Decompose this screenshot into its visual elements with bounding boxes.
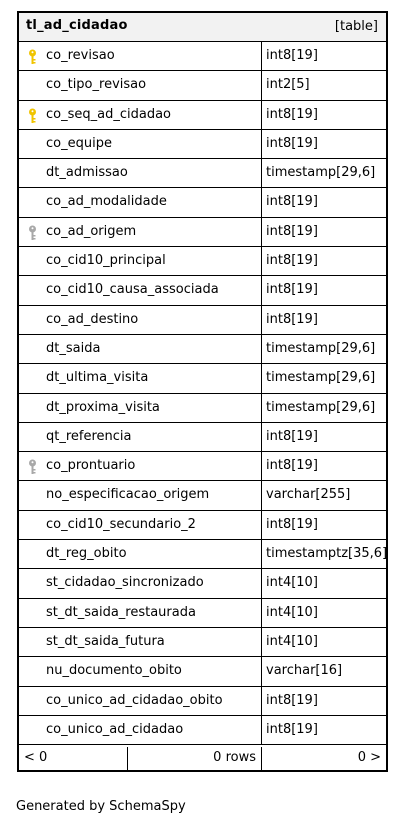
- column-name: no_especificacao_origem: [46, 487, 210, 503]
- column-type: timestamp[29,6]: [266, 370, 376, 386]
- column-type-cell: [262, 481, 386, 509]
- column-type: int8[19]: [266, 282, 318, 298]
- index-key-icon: [28, 459, 38, 475]
- row-count: 0 rows: [213, 750, 256, 765]
- column-type-cell: [262, 188, 386, 216]
- column-type-cell: [262, 306, 386, 334]
- column-name: co_revisao: [46, 48, 115, 63]
- column-type: varchar[255]: [266, 487, 351, 503]
- column-name-cell: [19, 452, 262, 480]
- column-type-cell: [262, 423, 386, 451]
- parents-cell: [19, 747, 128, 770]
- column-type: int8[19]: [266, 223, 318, 239]
- column-name-cell: [19, 569, 262, 597]
- children-cell: [262, 747, 386, 770]
- column-row[interactable]: [19, 159, 386, 188]
- column-row[interactable]: [19, 335, 386, 364]
- column-type: timestamp[29,6]: [266, 399, 376, 415]
- column-name-cell: [19, 335, 262, 363]
- column-name: co_tipo_revisao: [46, 77, 147, 93]
- index-key-icon: [28, 225, 38, 241]
- column-name: co_cid10_secundario_2: [46, 516, 196, 532]
- column-type-cell: [262, 71, 386, 99]
- column-type: int8[19]: [266, 692, 318, 708]
- column-row[interactable]: [19, 423, 386, 452]
- column-type-cell: [262, 452, 386, 480]
- column-type-cell: [262, 364, 386, 392]
- column-type-cell: [262, 335, 386, 363]
- parents-count: < 0: [24, 750, 48, 765]
- column-row[interactable]: [19, 569, 386, 598]
- column-type-cell: [262, 599, 386, 627]
- column-name: st_dt_saida_futura: [46, 633, 165, 649]
- column-name-cell: [19, 628, 262, 656]
- column-type-cell: [262, 540, 386, 568]
- column-type-cell: [262, 42, 386, 70]
- column-name-cell: [19, 42, 262, 70]
- column-name-cell: [19, 394, 262, 422]
- column-row[interactable]: [19, 247, 386, 276]
- column-name-cell: [19, 364, 262, 392]
- column-name-cell: [19, 188, 262, 216]
- column-name-cell: [19, 71, 262, 99]
- column-name-cell: [19, 423, 262, 451]
- column-name-cell: [19, 101, 262, 129]
- column-row[interactable]: [19, 452, 386, 481]
- column-type: int4[10]: [266, 633, 318, 649]
- column-type-cell: [262, 657, 386, 685]
- column-name: co_unico_ad_cidadao: [46, 721, 184, 737]
- primary-key-icon: [28, 108, 38, 124]
- table-header: [19, 13, 386, 42]
- column-type-cell: [262, 394, 386, 422]
- column-row[interactable]: [19, 657, 386, 686]
- column-row[interactable]: [19, 42, 386, 71]
- column-name-cell: [19, 218, 262, 246]
- column-type-cell: [262, 218, 386, 246]
- column-row[interactable]: [19, 218, 386, 247]
- column-type-cell: [262, 687, 386, 715]
- column-type: int8[19]: [266, 721, 318, 737]
- column-type-cell: [262, 247, 386, 275]
- column-type: varchar[16]: [266, 663, 343, 679]
- column-row[interactable]: [19, 101, 386, 130]
- column-type-cell: [262, 101, 386, 129]
- rows-cell: [128, 747, 262, 770]
- column-row[interactable]: [19, 511, 386, 540]
- primary-key-icon: [28, 49, 38, 65]
- column-type: int8[19]: [266, 458, 318, 474]
- column-type: int8[19]: [266, 135, 318, 151]
- column-row[interactable]: [19, 306, 386, 335]
- column-name: co_cid10_causa_associada: [46, 282, 219, 298]
- column-type: int8[19]: [266, 106, 318, 122]
- column-type-cell: [262, 511, 386, 539]
- column-name: qt_referencia: [46, 428, 132, 444]
- column-name-cell: [19, 481, 262, 509]
- column-name: dt_proxima_visita: [46, 399, 160, 415]
- column-name: dt_saida: [46, 340, 101, 356]
- table-name[interactable]: tl_ad_cidadao: [26, 18, 128, 33]
- column-row[interactable]: [19, 599, 386, 628]
- column-row[interactable]: [19, 276, 386, 305]
- column-row[interactable]: [19, 130, 386, 159]
- table-type-label: [table]: [334, 19, 378, 34]
- column-name: co_cid10_principal: [46, 253, 166, 269]
- column-name: co_ad_modalidade: [46, 194, 167, 210]
- column-type-cell: [262, 716, 386, 744]
- column-name: st_dt_saida_restaurada: [46, 604, 196, 620]
- column-name: co_prontuario: [46, 458, 136, 474]
- column-name-cell: [19, 716, 262, 744]
- column-name: dt_reg_obito: [46, 546, 127, 562]
- column-row[interactable]: [19, 481, 386, 510]
- column-row[interactable]: [19, 364, 386, 393]
- column-name: dt_admissao: [46, 165, 128, 181]
- column-type: int2[5]: [266, 77, 310, 93]
- column-name: co_seq_ad_cidadao: [46, 106, 171, 122]
- column-type-cell: [262, 130, 386, 158]
- table-node: [17, 11, 388, 772]
- column-name: co_unico_ad_cidadao_obito: [46, 692, 223, 708]
- column-type: int4[10]: [266, 604, 318, 620]
- column-type-cell: [262, 159, 386, 187]
- column-name-cell: [19, 599, 262, 627]
- column-type: int8[19]: [266, 48, 318, 63]
- column-row[interactable]: [19, 188, 386, 217]
- column-type: timestamp[29,6]: [266, 165, 376, 181]
- table-footer: [19, 747, 386, 770]
- column-name: co_equipe: [46, 135, 112, 151]
- column-type-cell: [262, 276, 386, 304]
- column-name-cell: [19, 130, 262, 158]
- column-type: int4[10]: [266, 575, 318, 591]
- column-name: nu_documento_obito: [46, 663, 182, 679]
- column-name-cell: [19, 540, 262, 568]
- column-type: int8[19]: [266, 428, 318, 444]
- column-name: st_cidadao_sincronizado: [46, 575, 204, 591]
- column-name: co_ad_destino: [46, 311, 139, 327]
- column-type-cell: [262, 569, 386, 597]
- column-type-cell: [262, 628, 386, 656]
- column-name-cell: [19, 306, 262, 334]
- column-row[interactable]: [19, 687, 386, 716]
- column-row[interactable]: [19, 394, 386, 423]
- column-name-cell: [19, 687, 262, 715]
- column-name-cell: [19, 511, 262, 539]
- column-row[interactable]: [19, 628, 386, 657]
- column-type: timestamp[29,6]: [266, 340, 376, 356]
- column-name: co_ad_origem: [46, 223, 137, 239]
- column-type: int8[19]: [266, 253, 318, 269]
- column-list: [19, 42, 386, 745]
- column-type: int8[19]: [266, 516, 318, 532]
- column-type: int8[19]: [266, 311, 318, 327]
- column-row[interactable]: [19, 71, 386, 100]
- column-row[interactable]: [19, 540, 386, 569]
- column-name-cell: [19, 247, 262, 275]
- generated-by-text: Generated by SchemaSpy: [16, 799, 186, 814]
- column-name: dt_ultima_visita: [46, 370, 149, 386]
- column-type: timestamptz[35,6]: [266, 546, 388, 562]
- column-row[interactable]: [19, 716, 386, 745]
- column-type: int8[19]: [266, 194, 318, 210]
- children-count: 0 >: [357, 750, 381, 765]
- column-name-cell: [19, 657, 262, 685]
- column-name-cell: [19, 159, 262, 187]
- column-name-cell: [19, 276, 262, 304]
